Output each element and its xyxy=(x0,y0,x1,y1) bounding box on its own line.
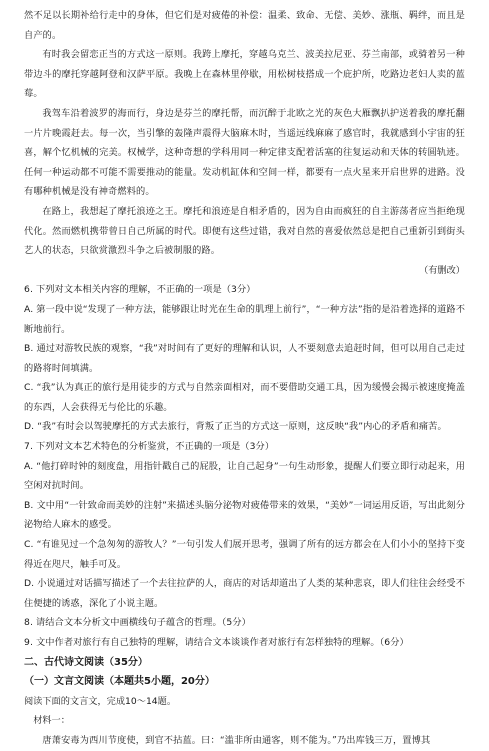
question-6-option-b: B. 通过对游牧民族的观察，“我”对时间有了更好的理解和认识，人不要刻意去追赶时间，但可以用自己走过的路将时间填满。 xyxy=(24,343,465,374)
question-9: 9. 文中作者对旅行有自己独特的理解，请结合文本谈谈作者对旅行有怎样独特的理解。（6分） xyxy=(24,637,409,648)
question-7 xyxy=(24,437,465,613)
section-classical-reading xyxy=(24,653,465,751)
material-text: 唐萧安毒为西川节度使，到官不拈蓝。曰：“滥非所由通客，则不能为。”乃出库钱三万，置博其 xyxy=(42,734,431,746)
section-title: 二、古代诗文阅读（35分） xyxy=(24,656,148,668)
passage-paragraph-4: 在路上，我想起了摩托浪迹之王。摩托和浪迹是自相矛盾的，因为自由而疯狂的自主游荡者应当拒绝现代化。然而燃机携带曾日自己所属的时代。即便有这些过错，我对自然的喜爱依然总是把自己重新引到街头艺人的状态，只欲赏激烈斗争之后被制服的路。 xyxy=(24,205,465,257)
reading-instruction: 阅读下面的文言文，完成10～14题。 xyxy=(24,695,177,707)
material-label: 材料一： xyxy=(33,715,70,727)
passage-paragraph-1: 然不足以长期补给行走中的身体，但它们是对疲倦的补偿：温柔、致命、无偿、美妙、涨瓶、羁绊，而且是自产的。 xyxy=(24,10,465,41)
question-7-option-a: A. “他打碎时钟的刻度盘，用指针戳自己的屁股，让自己起身”一句生动形象，提醒人们要立即行动起来，用空闲对抗时间。 xyxy=(24,460,465,492)
question-8: 8. 请结合文本分析文中画横线句子蕴含的哲理。（5分） xyxy=(24,617,251,629)
passage-paragraph-2: 有时我会留恋正当的方式这一原则。我跨上摩托，穿越乌克兰、波美拉尼亚、芬兰南部，或骑着另一种带边斗的摩托穿越阿登和汉萨平原。我晚上在森林里停歇，用松树枝搭成一个庇护所，吃路边老妇人卖的蓝莓。 xyxy=(24,49,465,100)
question-6 xyxy=(24,280,465,437)
question-6-option-d: D. “我”有时会以驾驶摩托的方式去旅行，背叛了正当的方式这一原则，这反映“我”内心的矛盾和痛苦。 xyxy=(24,421,447,433)
reading-passage xyxy=(24,6,465,280)
subsection-title: （一）文言文阅读（本题共5小题，20分） xyxy=(24,676,215,688)
passage-paragraph-3: 我驾车沿着波罗的海而行，身边是芬兰的摩托帮，而沉醉于北欧之光的灰色大雁飘扒护送着我的摩托翻一片片晚霞赶去。每一次，当引擎的轰隆声震得大脑麻木时，当遥远线麻麻了感官时，我就感到小宇宙的狂喜，解个忆机械的完美。权械学，这种奇想的学科用同一种定律支配着活塞的往复运动和天体的转圆轨迹。任何一种运动都不可能不需要推动的能量。发动机缸体和空间一样，都要有一点火星来开启世界的进路。没有哪种机械是没有神奇燃料的。 xyxy=(24,107,465,198)
question-7-stem: 7. 下列对文本艺术特色的分析鉴赏，不正确的一项是（3分） xyxy=(24,441,275,453)
question-7-option-b: B. 文中用“一针致命而美妙的注射”来描述头脑分泌物对疲倦带来的效果，“美妙”一词运用反语，写出此刻分泌物给人麻木的感受。 xyxy=(24,499,465,531)
source-note: （有删改） xyxy=(419,264,465,276)
question-7-option-c: C. “有谁见过一个急匆匆的游牧人？”一句引发人们展开思考，强调了所有的远方都会在人们小小的坚持下变得近在咫尺，触手可及。 xyxy=(24,539,465,570)
question-6-option-a: A. 第一段中说“发现了一种方法，能够跟让时光在生命的肌理上前行”，“一种方法”指的是沿着选择的道路不断地前行。 xyxy=(24,303,465,335)
question-6-option-c: C. “我”认为真正的旅行是用徒步的方式与自然亲面相对，而不要借助交通工具，因为缓慢会揭示被速度掩盖的东西，人会获得无与伦比的乐趣。 xyxy=(24,382,465,413)
question-7-option-d: D. 小说通过对话描写描述了一个去往拉萨的人，商店的对话却道出了人类的某种悲哀，即人们往往会经受不住便捷的诱惑，深化了小说主题。 xyxy=(24,578,465,609)
question-6-stem: 6. 下列对文本相关内容的理解，不正确的一项是（3分） xyxy=(24,284,256,296)
